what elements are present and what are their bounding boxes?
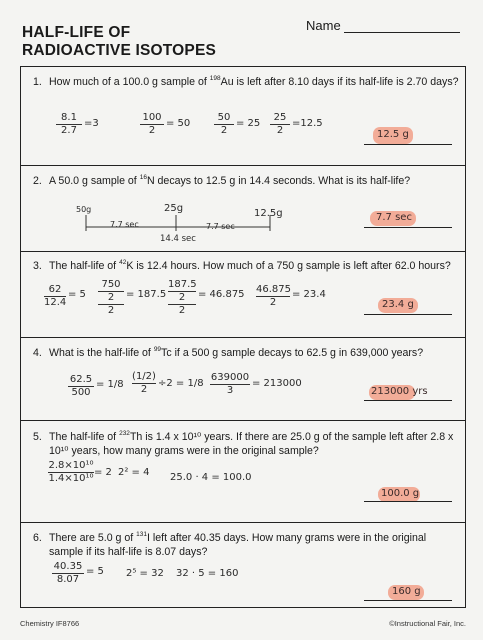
work-fraction: $\frac{62.5}{500}$ xyxy=(69,374,93,398)
question-3: 3. The half-life of $^{42}$K is 12.4 hours. How much of a 750 g sample is left after 62.0 hours? xyxy=(33,259,463,275)
work-text: =12.5 xyxy=(292,118,323,129)
question-text: What is the half-life of $^{99}$Tc if a 500 g sample decays to 62.5 g in 639,000 years? xyxy=(49,346,424,359)
work-fraction: $\frac{100}{2}$ xyxy=(140,112,164,137)
work-fraction: $\frac{639000}{3}$ xyxy=(210,372,250,396)
answer-text: 23.4 g xyxy=(382,299,414,310)
question-6: 6. There are 5.0 g of $^{131}$I left after 40.35 days. How many grams were in the original sample if its half-life is 8.07 days? xyxy=(33,531,463,561)
work-text: = 1/8 xyxy=(96,379,124,390)
answer-line xyxy=(364,227,452,228)
answer-line xyxy=(364,314,452,315)
divider xyxy=(20,420,466,421)
divider xyxy=(20,165,466,166)
question-1: 1. How much of a 100.0 g sample of $^{198}$Au is left after 8.10 days if its half-life is 2.70 days? xyxy=(33,75,459,88)
question-text: A 50.0 g sample of $^{16}$N decays to 12.5 g in 14.4 seconds. What is its half-life? xyxy=(49,174,411,187)
work-fraction: $\frac{50}{2}$ xyxy=(214,112,234,137)
work-text: = 5 xyxy=(86,566,104,577)
footer-right: ©Instructional Fair, Inc. xyxy=(389,619,466,628)
work-fraction: $\frac{40.35}{8.07}$ xyxy=(53,561,83,585)
work-text: = 5 xyxy=(68,289,86,300)
timeline-label: 14.4 sec xyxy=(160,234,196,244)
divider xyxy=(20,251,466,252)
work-fraction: $\frac{\text{2.8×10¹⁰}}{\text{1.4×10¹⁰}}$ xyxy=(48,460,94,484)
question-text: The half-life of $^{42}$K is 12.4 hours. How much of a 750 g sample is left after 62.0 hours? xyxy=(49,259,451,272)
work-text: ÷2 = 1/8 xyxy=(158,378,204,389)
work-text: = 187.5 xyxy=(126,289,167,300)
timeline-label: 12.5g xyxy=(254,208,283,219)
answer-line xyxy=(364,144,452,145)
work-text: 25.0 · 4 = 100.0 xyxy=(170,472,252,483)
work-text: 32 · 5 = 160 xyxy=(176,568,239,579)
question-4: 4. What is the half-life of $^{99}$Tc if a 500 g sample decays to 62.5 g in 639,000 years? xyxy=(33,346,463,362)
work-text: 2² = 4 xyxy=(118,467,150,478)
work-fraction: $\frac{8.1}{2.7}$ xyxy=(56,112,82,137)
answer-line xyxy=(364,501,452,502)
timeline-label: 50g xyxy=(76,205,92,214)
work-text: = 46.875 xyxy=(198,289,245,300)
work-fraction: $\frac{46.875}{2}$ xyxy=(256,284,291,308)
work-fraction: $\frac{62}{12.4}$ xyxy=(44,284,67,308)
work-text: = 25 xyxy=(236,118,261,129)
footer-left: Chemistry IF8766 xyxy=(20,619,80,628)
answer-text: 12.5 g xyxy=(377,129,409,140)
work-fraction: $\frac{(1/2)}{2}$ xyxy=(132,371,156,395)
work-text: 2⁵ = 32 xyxy=(126,568,164,579)
work-text: = 23.4 xyxy=(292,289,326,300)
question-text: There are 5.0 g of $^{131}$I left after 40.35 days. How many grams were in the original sample if its half-life is 8.07 days? xyxy=(49,531,427,558)
work-text: = 50 xyxy=(166,118,191,129)
timeline-label: 25g xyxy=(164,203,184,214)
answer-line xyxy=(364,400,452,401)
name-field[interactable] xyxy=(344,32,460,33)
work-text: =3 xyxy=(84,118,99,129)
answer-text: 100.0 g xyxy=(381,488,420,499)
divider xyxy=(20,337,466,338)
answer-text: 160 g xyxy=(392,586,421,597)
work-text: = 213000 xyxy=(252,378,302,389)
divider xyxy=(20,522,466,523)
answer-text: 7.7 sec xyxy=(376,212,412,223)
question-text: How much of a 100.0 g sample of $^{198}$Au is left after 8.10 days if its half-life is 2.70 days? xyxy=(49,75,459,88)
work-fraction: $\frac{25}{2}$ xyxy=(270,112,290,137)
worksheet-title: HALF-LIFE OF RADIOACTIVE ISOTOPES xyxy=(22,24,217,59)
work-fraction: 187.5 2 2 xyxy=(168,279,197,316)
answer-text: 213000 yrs xyxy=(371,386,428,397)
question-text: The half-life of $^{232}$Th is 1.4 x 10¹⁰ years. If there are 25.0 g of the sample left after 2.8 x 10¹⁰ years, how many grams were in the original sample? xyxy=(49,430,454,457)
answer-line xyxy=(364,600,452,601)
name-label: Name xyxy=(306,18,341,33)
timeline-label: 7.7 sec xyxy=(206,222,235,231)
work-fraction: 750 2 2 xyxy=(98,279,124,317)
work-text: = 2 xyxy=(94,467,112,478)
timeline-label: 7.7 sec xyxy=(110,220,139,229)
question-5: 5. The half-life of $^{232}$Th is 1.4 x 10¹⁰ years. If there are 25.0 g of the sample left after 2.8 x 10¹⁰ years, how many grams were in the original sample? xyxy=(33,430,463,460)
question-2: 2. A 50.0 g sample of $^{16}$N decays to 12.5 g in 14.4 seconds. What is its half-life? xyxy=(33,174,463,190)
